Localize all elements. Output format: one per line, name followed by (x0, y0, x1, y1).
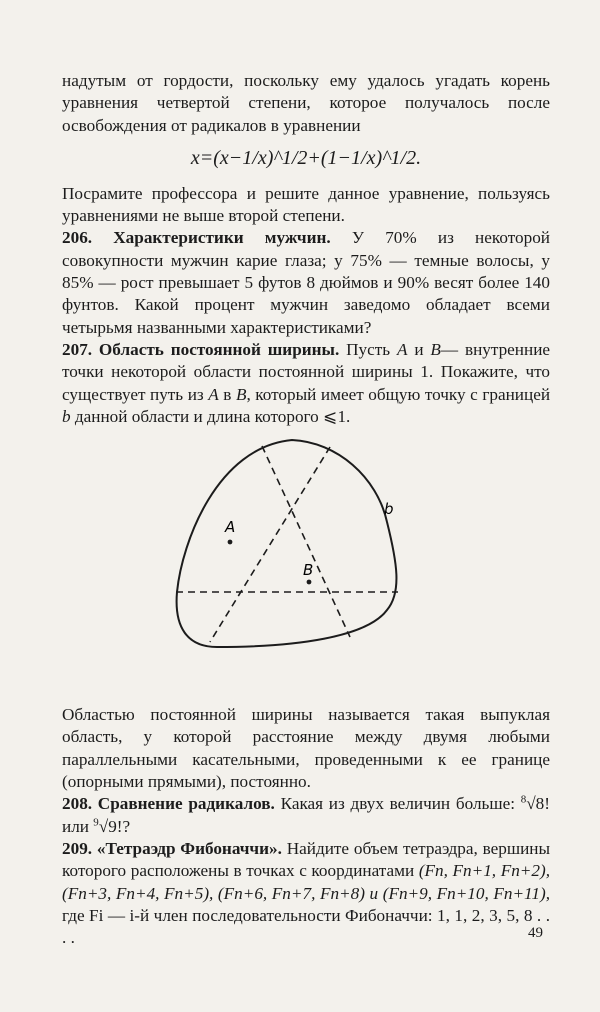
problem-209 (62, 838, 550, 949)
radical-2: √9!? (98, 816, 131, 836)
var-boundary: b (62, 406, 71, 426)
point-b (307, 580, 312, 585)
var-b2: B (235, 384, 247, 404)
problem-208-title: 208. Сравнение радикалов. (62, 794, 275, 814)
problem-207-title: 207. Область постоянной ширины. (62, 339, 340, 359)
problem-206 (62, 227, 550, 338)
var-b: B (430, 339, 441, 359)
var-a2: A (208, 384, 219, 404)
problem-208-text: Какая из двух величин больше: (280, 794, 516, 814)
dashed-line-1 (262, 446, 350, 637)
word-or: или (62, 816, 89, 836)
label-b: B (303, 561, 314, 580)
word-in: в (223, 384, 232, 404)
problem-207-text-c: , который имеет общую точку с границей (246, 384, 551, 404)
problem-207-text-d: данной области и длина которого ⩽1. (74, 406, 351, 426)
region-boundary (177, 440, 397, 647)
problem-209-title: 209. «Тетраэдр Фибоначчи». (62, 838, 282, 858)
formula (62, 143, 550, 173)
intro-outro: Посрамите профессора и решите данное уравнение, пользуясь уравнениями не выше второй степени. (62, 183, 550, 226)
problem-207 (62, 339, 550, 428)
problem-208 (62, 793, 550, 838)
problem-207-text-a: Пусть (346, 339, 391, 359)
label-a: A (225, 518, 236, 537)
dashed-line-2 (210, 447, 330, 642)
label-boundary: b (384, 500, 394, 519)
point-a (228, 540, 233, 545)
var-a: A (396, 339, 408, 359)
problem-209-text-a: Найдите объем тетраэдра, вершины которого расположены в точках с координатами (62, 838, 551, 881)
radical-1-index: 8 (520, 793, 527, 806)
problem-206-title: 206. Характеристики мужчин. (62, 228, 331, 248)
page-body (62, 70, 550, 949)
radical-1: √8! (526, 794, 550, 814)
intro-paragraph: надутым от гордости, поскольку ему удалось угадать корень уравнения четвертой степени, которое получалось после освобождения от радикалов в уравнении (62, 71, 550, 135)
problem-206-text: У 70% из некоторой совокупности мужчин карие глаза; у 75% — темные волосы, у 85% — рост превышает 5 футов 8 дюймов и 90% весят более 140 фунтов. Какой процент мужчин заведомо обладает всеми четырьмя названными характеристиками? (62, 228, 550, 337)
definition-paragraph: Областью постоянной ширины называется такая выпуклая область, у которой расстояние между двумя любыми параллельными касательными, проведенными к ее границе (опорными прямыми), постоянно. (62, 705, 550, 792)
figure-svg (162, 432, 422, 694)
problem-209-text-b: где Fi — i-й член последовательности Фибоначчи: 1, 1, 2, 3, 5, 8 . . . . (62, 905, 550, 948)
problem-209-coords: (Fn, Fn+1, Fn+2), (Fn+3, Fn+4, Fn+5), (Fn+6, Fn+7, Fn+8) и (Fn+9, Fn+10, Fn+11), (62, 861, 551, 903)
radical-2-index: 9 (93, 815, 99, 828)
word-and: и (414, 339, 424, 359)
problem-207-text-b: — внутренние точки некоторой области постоянной ширины 1. Покажите, что существует путь из (62, 339, 551, 404)
formula-text: x=(x−1/x)^1/2+(1−1/x)^1/2. (190, 146, 422, 169)
page-number: 49 (528, 925, 543, 941)
constant-width-figure (62, 432, 550, 694)
